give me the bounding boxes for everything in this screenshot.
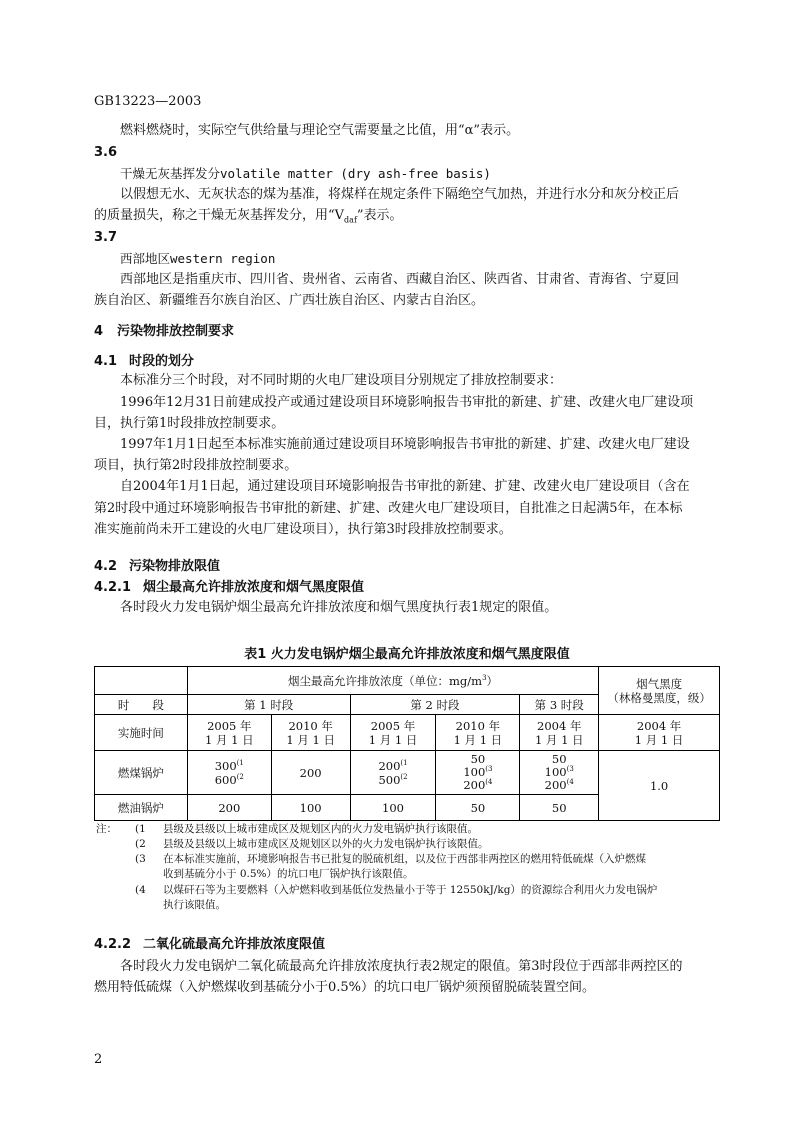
table-corner-cell [95, 667, 188, 695]
sec36-def-text: 的质量损失，称之干燥无灰基挥发分，用“V [94, 208, 345, 223]
oil-value-cell: 100 [271, 795, 350, 821]
sec41-para4-line3: 准实施前尚未开工建设的火电厂建设项目），执行第3时段排放控制要求。 [94, 522, 512, 537]
sec421-title: 烟尘最高允许排放浓度和烟气黑度限值 [143, 580, 365, 595]
sec37-definition-line2: 族自治区、新疆维吾尔族自治区、广西壮族自治区、内蒙古自治区。 [94, 293, 485, 308]
impl-date-cell: 2010 年 1 月 1 日 [436, 715, 520, 751]
sec42-title: 污染物排放限值 [129, 559, 221, 574]
impl-date-cell: 2004 年 1 月 1 日 [599, 715, 720, 751]
sec41-title: 时段的划分 [129, 354, 195, 369]
sec422-para-line2: 燃用特低硫煤（入炉燃煤收到基硫分小于0.5%）的坑口电厂锅炉须预留脱硫装置空间。 [94, 980, 596, 995]
coal-p1-2005-cell: 300$^{(1}$ 600$^{(2}$ [187, 751, 271, 795]
oil-boiler-label: 燃油锅炉 [95, 795, 188, 821]
page-number: 2 [94, 1052, 103, 1067]
note1-mark: (1 [135, 823, 146, 835]
coal-p3-cell: 50 100$^{(3}$ 200$^{(4}$ [520, 751, 599, 795]
sec421-para1: 各时段火力发电锅炉烟尘最高允许排放浓度和烟气黑度执行表1规定的限值。 [120, 600, 558, 615]
table1-caption: 表1 火力发电锅炉烟尘最高允许排放浓度和烟气黑度限值 [244, 647, 570, 662]
note2-text: 县级及县级以上城市建成区及规划区以外的火力发电锅炉执行该限值。 [163, 838, 489, 850]
sec36-term: 干燥无灰基挥发分volatile matter (dry ash-free basis) [120, 166, 491, 181]
impl-date-cell: 2005 年 1 月 1 日 [187, 715, 271, 751]
sec41-heading [94, 352, 194, 371]
sec421-number: 4.2.1 [94, 580, 132, 595]
header-std-code: GB13223—2003 [94, 94, 202, 109]
period1-header: 第 1 时段 [187, 695, 350, 715]
blackness-value: 1.0 [599, 751, 720, 821]
sec36-definition-line1: 以假想无水、无灰状态的煤为基准，将煤样在规定条件下隔绝空气加热，并进行水分和灰分校正后 [120, 187, 680, 202]
sec422-para-line1: 各时段火力发电锅炉二氧化硫最高允许排放浓度执行表2规定的限值。第3时段位于西部非两控区的 [120, 959, 683, 974]
note4-mark: (4 [135, 884, 146, 896]
oil-value-cell: 100 [350, 795, 436, 821]
sec41-para2-line2: 目，执行第1时段排放控制要求。 [94, 416, 285, 431]
sec41-para3-line2: 项目，执行第2时段排放控制要求。 [94, 458, 298, 473]
note3-text-line2: 收到基硫分小于 0.5%）的坑口电厂锅炉执行该限值。 [163, 868, 414, 880]
sec41-para4-line1: 自2004年1月1日起，通过建设项目环境影响报告书审批的新建、扩建、改建火电厂建设项目（含在 [120, 479, 690, 494]
concentration-header: 烟尘最高允许排放浓度（单位：$mg/m^3$） [187, 667, 598, 695]
sec422-heading [94, 935, 325, 954]
blackness-header: 烟气黑度 （林格曼黑度，级） [599, 667, 720, 715]
sec41-para4-line2: 第2时段中通过环境影响报告书审批的新建、扩建、改建火电厂建设项目，自批准之日起满5年，在本标 [94, 501, 683, 516]
note3-mark: (3 [135, 853, 146, 865]
coal-p2-2005-cell: 200$^{(1}$ 500$^{(2}$ [350, 751, 436, 795]
notes-label: 注： [96, 823, 117, 835]
oil-value-cell: 50 [436, 795, 520, 821]
sec4-heading [94, 322, 234, 341]
impl-date-cell: 2004 年 1 月 1 日 [520, 715, 599, 751]
period2-header: 第 2 时段 [350, 695, 520, 715]
sec4-number: 4 [94, 324, 104, 339]
impl-time-label: 实施时间 [95, 715, 188, 751]
sec36-number: 3.6 [94, 145, 118, 160]
sec4-title: 污染物排放控制要求 [117, 324, 235, 339]
coal-p1-2010-cell: 200 [271, 751, 350, 795]
sec421-heading [94, 578, 364, 597]
sec41-para3-line1: 1997年1月1日起至本标准实施前通过建设项目环境影响报告书审批的新建、扩建、改建火电厂建设 [120, 437, 690, 452]
sec41-para1: 本标准分三个时段，对不同时期的火电厂建设项目分别规定了排放控制要求： [120, 373, 563, 388]
note2-mark: (2 [135, 838, 146, 850]
note4-text-line2: 执行该限值。 [163, 899, 226, 911]
sec36-definition-line2 [94, 206, 403, 230]
sec37-definition-line1: 西部地区是指重庆市、四川省、贵州省、云南省、西藏自治区、陕西省、甘肃省、青海省、宁夏回 [120, 272, 680, 287]
note1-text: 县级及县级以上城市建成区及规划区内的火力发电锅炉执行该限值。 [163, 823, 478, 835]
sec36-def-subscript: daf [344, 215, 357, 225]
sec35-continuation: 燃料燃烧时，实际空气供给量与理论空气需要量之比值，用“α”表示。 [120, 123, 520, 138]
sec36-def-text-end: ”表示。 [356, 208, 403, 223]
sec42-heading [94, 557, 220, 576]
sec42-number: 4.2 [94, 559, 118, 574]
note3-text-line1: 在本标准实施前，环境影响报告书已批复的脱硫机组，以及位于西部非两控区的燃用特低硫煤（入炉燃煤 [163, 853, 646, 865]
sec37-number: 3.7 [94, 230, 118, 245]
oil-value-cell: 50 [520, 795, 599, 821]
sec422-number: 4.2.2 [94, 937, 132, 952]
coal-boiler-label: 燃煤锅炉 [95, 751, 188, 795]
sec422-title: 二氧化硫最高允许排放浓度限值 [143, 937, 326, 952]
coal-p2-2010-cell: 50 100$^{(3}$ 200$^{(4}$ [436, 751, 520, 795]
emission-limits-table [94, 666, 720, 821]
sec41-number: 4.1 [94, 354, 118, 369]
oil-value-cell: 200 [187, 795, 271, 821]
impl-date-cell: 2010 年 1 月 1 日 [271, 715, 350, 751]
sec41-para2-line1: 1996年12月31日前建成投产或通过建设项目环境影响报告书审批的新建、扩建、改建火电厂建设项 [120, 395, 694, 410]
period-label: 时 段 [95, 695, 188, 715]
sec37-term: 西部地区western region [120, 251, 276, 266]
period3-header: 第 3 时段 [520, 695, 599, 715]
note4-text-line1: 以煤矸石等为主要燃料（入炉燃料收到基低位发热量小于等于 12550kJ/kg）的资源综合利用火力发电锅炉 [163, 884, 658, 896]
impl-date-cell: 2005 年 1 月 1 日 [350, 715, 436, 751]
